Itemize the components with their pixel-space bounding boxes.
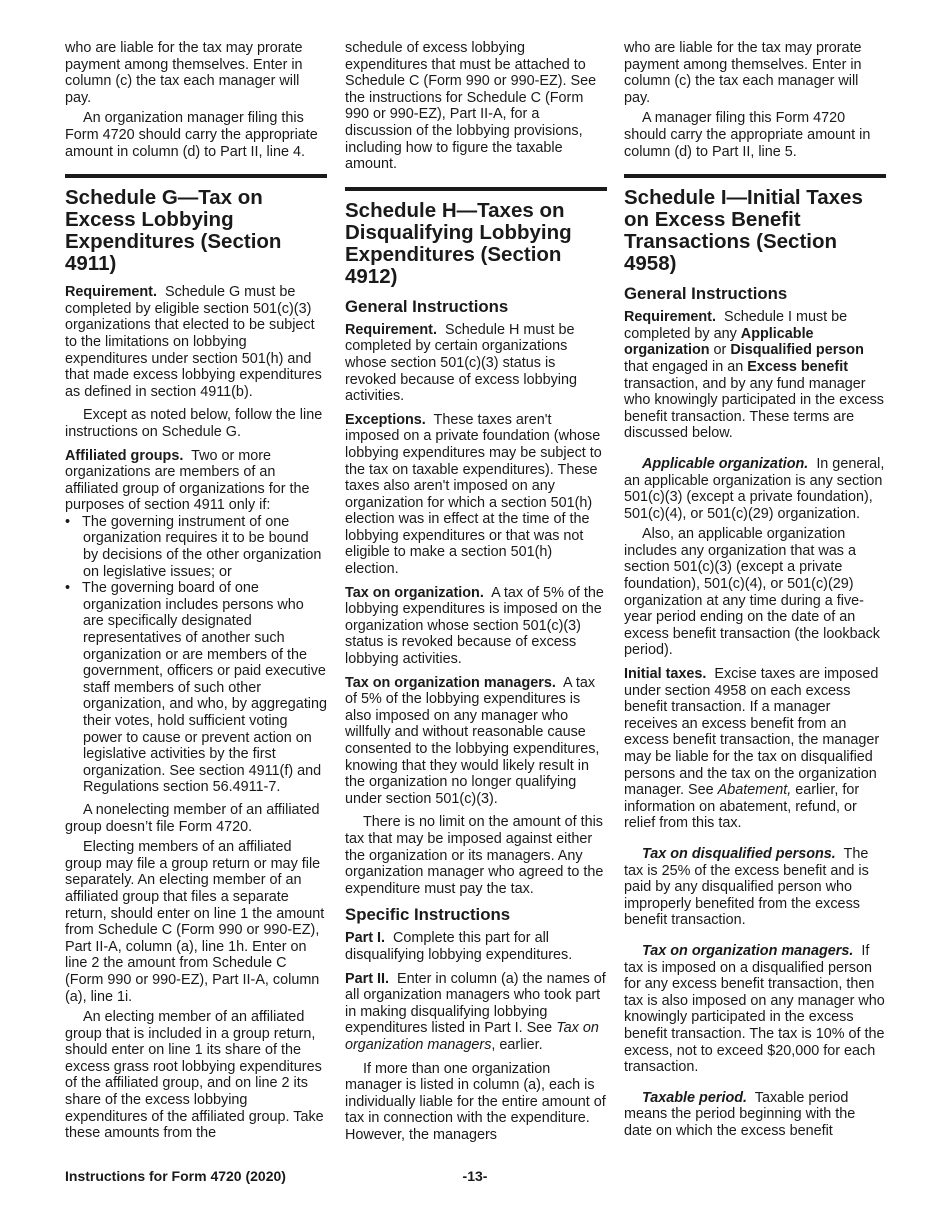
paragraph-text: Schedule H must be completed by certain organizations whose section 501(c)(3) status is revoked because of excess lobbying activities. <box>345 321 577 405</box>
paragraph-text: If tax is imposed on a disqualified person for any excess benefit transaction, then tax is also imposed on any manager who knowingly participated in the excess benefit transaction. The tax is 10% of the excess, not to exceed $20,000 for each transaction. <box>624 942 885 1076</box>
paragraph: Except as noted below, follow the line instructions on Schedule G. <box>65 407 323 440</box>
column-left <box>65 40 327 1146</box>
paragraph-text: Excise taxes are imposed under section 4958 on each excess benefit transaction. If a manager receives an excess benefit from an excess benefit transaction, the manager may be liable for the tax on disqualified persons and the tax on the organization manager. See <box>624 666 880 799</box>
applicable-organization-paragraph <box>624 456 886 522</box>
bullet-icon: • <box>65 513 83 530</box>
schedule-g-heading: Schedule G—Tax on Excess Lobbying Expenditures (Section 4911) <box>65 186 282 276</box>
section-rule <box>65 174 327 178</box>
requirement-paragraph <box>65 284 327 400</box>
bullet-item <box>65 580 327 796</box>
bullet-icon: • <box>65 580 83 597</box>
paragraph: who are liable for the tax may prorate payment among themselves. Enter in column (c) the tax each manager will pay. <box>65 40 303 106</box>
requirement-paragraph <box>624 309 886 442</box>
paragraph-text: Complete this part for all disqualifying lobbying expenditures. <box>345 930 573 963</box>
run-in-label: Requirement. <box>65 284 157 301</box>
paragraph: Also, an applicable organization includes any organization that was a section 501(c)(3) (except a private foundation), 501(c)(4), or 501(c)(29) organization at any time during a five-year period ending on the date of an excess benefit transaction (the lookback period). <box>624 526 880 659</box>
defined-term: Applicable organization <box>624 325 814 359</box>
footer-form-title: Instructions for Form 4720 (2020) <box>65 1168 286 1184</box>
paragraph-text: that engaged in an <box>624 358 744 375</box>
run-in-label: Requirement. <box>624 309 716 326</box>
cross-reference: Tax on organization managers <box>345 1020 599 1053</box>
tax-on-organization-paragraph <box>345 585 607 668</box>
paragraph-text: or <box>713 342 727 359</box>
paragraph-text: Schedule I must be completed by any <box>624 309 848 342</box>
taxable-period-paragraph <box>624 1090 886 1140</box>
paragraph: An electing member of an affiliated group that is included in a group return, should enter on line 1 its share of the excess grass root lobbying expenditures of the affiliated group, and on line 2 its share of the excess lobbying expenditures of the affiliated group. Take these amounts from the <box>65 1009 324 1142</box>
paragraph: A nonelecting member of an affiliated group doesn’t file Form 4720. <box>65 801 320 835</box>
paragraph-text: , earlier. <box>491 1036 543 1053</box>
run-in-label: Exceptions. <box>345 411 426 428</box>
defined-term: Excess benefit <box>747 358 849 375</box>
run-in-label: Taxable period. <box>642 1089 748 1106</box>
organization-managers-paragraph <box>624 943 886 1076</box>
paragraph-text: A tax of 5% of the lobbying expenditures is also imposed on any manager who willfully and without reasonable cause consented to the lobbying expenditures, knowing that they would likely result in the organization no longer qualifying under section 501(c)(3). <box>345 674 600 807</box>
run-in-label: Affiliated groups. <box>65 447 184 464</box>
exceptions-paragraph <box>345 412 607 578</box>
schedule-h-heading: Schedule H—Taxes on Disqualifying Lobbying Expenditures (Section 4912) <box>345 198 572 288</box>
paragraph: who are liable for the tax may prorate payment among themselves. Enter in column (c) the tax each manager will pay. <box>624 40 862 106</box>
tax-on-managers-paragraph <box>345 675 607 808</box>
bullet-item <box>65 514 327 580</box>
section-rule <box>624 174 886 178</box>
affiliated-paragraph <box>65 448 327 514</box>
paragraph-text: A tax of 5% of the lobbying expenditures is imposed on the organization whose section 501(c)(3) status is revoked because of excess lobbying activities. <box>345 584 604 668</box>
paragraph: A manager filing this Form 4720 should carry the appropriate amount in column (d) to Part II, line 5. <box>624 110 871 160</box>
run-in-label: Part II. <box>345 970 389 987</box>
paragraph: There is no limit on the amount of this tax that may be imposed against either the organization or its managers. Any organization manager who agreed to the expenditure must pay the tax. <box>345 814 604 897</box>
specific-instructions-heading: Specific Instructions <box>345 905 511 925</box>
initial-taxes-paragraph <box>624 666 886 832</box>
paragraph-text: earlier, for information on abatement, refund, or relief from this tax. <box>624 782 860 832</box>
bullet-text: The governing instrument of one organization requires it to be bound by decisions of the other organization on legislative issues; or <box>82 513 322 580</box>
run-in-label: Tax on disqualified persons. <box>642 845 836 862</box>
run-in-label: Requirement. <box>345 321 437 338</box>
paragraph: schedule of excess lobbying expenditures that must be attached to Schedule C (Form 990 or 990-EZ). See the instructions for Schedule C (Form 990 or 990-EZ), Part II-A, for a discussion of the lobbying provisions, including how to figure the taxable amount. <box>345 40 597 173</box>
run-in-label: Initial taxes. <box>624 666 707 683</box>
section-rule <box>345 187 607 191</box>
schedule-i-heading: Schedule I—Initial Taxes on Excess Benefit Transactions (Section 4958) <box>624 186 863 276</box>
column-right <box>624 40 886 1143</box>
page-number: -13- <box>462 1168 488 1184</box>
paragraph-text: Taxable period means the period beginning with the date on which the excess benefit <box>624 1089 856 1139</box>
cross-reference: Abatement, <box>717 782 792 799</box>
paragraph-text: Schedule G must be completed by eligible section 501(c)(3) organizations that elected to be subject to the limitations on lobbying expenditures under section 501(h) and that made excess lobbying expenditures as defined in section 4911(b). <box>65 284 322 400</box>
bullet-text: The governing board of one organization includes persons who are specifically designated representatives of another such organization or are members of the government, officers or paid executive staff members of such other organization, and who, by aggregating their votes, hold sufficient voting power to cause or prevent action on legislative activities by the first organization. See section 4911(f) and Regulations section 56.4911-7. <box>82 580 328 796</box>
run-in-label: Tax on organization managers. <box>345 674 556 691</box>
paragraph-text: These taxes aren't imposed on a private foundation (whose lobbying expenditures may be subject to the tax on taxable expenditures). These taxes also aren't imposed on any organization for which a section 501(h) election was in effect at the time of the lobbying expenditures or that was not eligible to make a section 501(h) election. <box>345 411 602 578</box>
part-ii-paragraph <box>345 971 607 1054</box>
column-middle <box>345 40 607 1147</box>
run-in-label: Applicable organization. <box>642 455 809 472</box>
run-in-label: Tax on organization. <box>345 584 484 601</box>
run-in-label: Tax on organization managers. <box>642 942 854 959</box>
paragraph: If more than one organization manager is listed in column (a), each is individually liable for the entire amount of tax in connection with the expenditure. However, the managers <box>345 1060 606 1143</box>
defined-term: Disqualified person <box>730 342 864 359</box>
disqualified-persons-paragraph <box>624 846 886 929</box>
paragraph-text: Enter in column (a) the names of all organization managers who took part in making disqualifying lobbying expenditures listed in Part I. See <box>345 970 606 1037</box>
run-in-label: Part I. <box>345 930 385 947</box>
part-i-paragraph <box>345 930 607 963</box>
general-instructions-heading: General Instructions <box>345 296 509 316</box>
paragraph-text: Two or more organizations are members of an affiliated group of organizations for the purposes of section 4911 only if: <box>65 447 310 514</box>
paragraph: Electing members of an affiliated group may file a group return or may file separately. An electing member of an affiliated group that files a separate return, should enter on line 1 the amount from Schedule C (Form 990 or 990-EZ), Part II-A, column (a), line 1h. Enter on line 2 the amount from Schedule C (Form 990 or 990-EZ), Part II-A, column (a), line 1i. <box>65 839 325 1005</box>
general-instructions-heading: General Instructions <box>624 284 788 304</box>
paragraph-text: The tax is 25% of the excess benefit and is paid by any disqualified person who improperly benefited from the excess benefit transaction. <box>624 845 869 929</box>
paragraph: An organization manager filing this Form 4720 should carry the appropriate amount in column (d) to Part II, line 4. <box>65 110 318 160</box>
paragraph-text: In general, an applicable organization is any section 501(c)(3) (except a private foundation), 501(c)(4), or 501(c)(29) organization. <box>624 455 885 522</box>
paragraph-text: transaction, and by any fund manager who knowingly participated in the excess benefit transaction. These terms are discussed below. <box>624 375 884 442</box>
requirement-paragraph <box>345 322 607 405</box>
